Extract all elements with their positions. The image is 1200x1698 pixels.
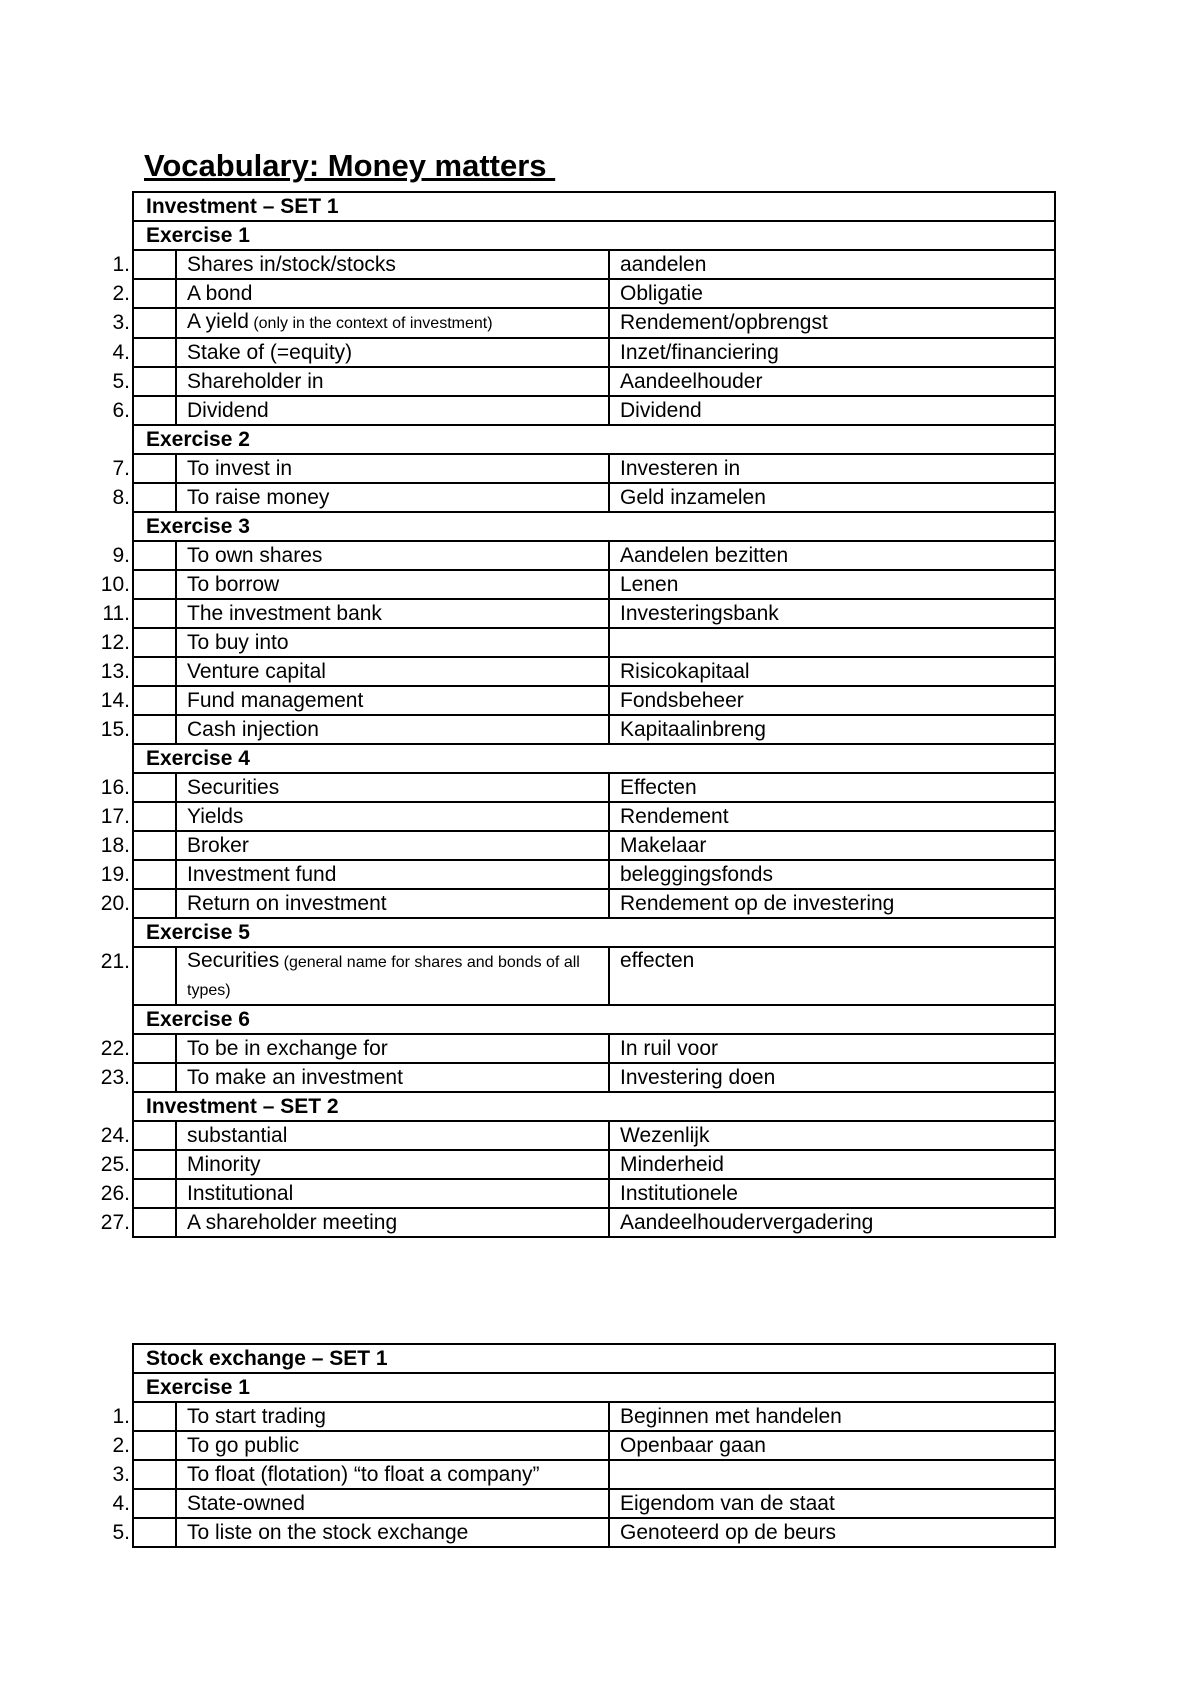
section-header-row (133, 425, 1055, 454)
dutch-translation: Makelaar (609, 831, 1055, 860)
english-term (176, 802, 609, 831)
english-term-text: A yield (187, 310, 249, 333)
page-title: Vocabulary: Money matters (144, 148, 556, 183)
english-term (176, 628, 609, 657)
item-number: 12. (100, 631, 130, 654)
english-term-text: To invest in (187, 456, 293, 480)
dutch-translation: aandelen (609, 250, 1055, 279)
checkbox-cell (112, 250, 176, 279)
section-header-row (133, 1092, 1055, 1121)
dutch-translation: Investeringsbank (609, 599, 1055, 628)
checkbox-cell (100, 947, 176, 1005)
english-term (176, 570, 609, 599)
dutch-translation: Investeren in (609, 454, 1055, 483)
vocabulary-row (133, 1034, 1055, 1063)
english-term (176, 715, 609, 744)
english-term-text: To raise money (187, 485, 330, 509)
item-number: 1. (112, 253, 130, 276)
checkbox-cell (112, 1431, 176, 1460)
english-term (176, 1179, 609, 1208)
english-term (176, 250, 609, 279)
english-term (176, 1063, 609, 1092)
english-term-text: A shareholder meeting (187, 1210, 398, 1234)
english-term-text: To borrow (187, 572, 280, 596)
dutch-translation: beleggingsfonds (609, 860, 1055, 889)
item-number: 27. (100, 1211, 130, 1234)
dutch-translation: effecten (609, 947, 1055, 1005)
checkbox-cell (112, 541, 176, 570)
vocabulary-row (133, 1208, 1055, 1237)
checkbox-cell (112, 1489, 176, 1518)
item-number: 4. (112, 1492, 130, 1515)
english-term-text: A bond (187, 281, 253, 305)
english-term-text: Cash injection (187, 717, 319, 741)
english-term-text: The investment bank (187, 601, 382, 625)
english-term-text: To buy into (187, 630, 289, 654)
dutch-translation: Lenen (609, 570, 1055, 599)
item-number: 17. (100, 805, 130, 828)
dutch-translation: Investering doen (609, 1063, 1055, 1092)
english-term-text: Shareholder in (187, 369, 324, 393)
vocabulary-row (133, 947, 1055, 1005)
section-header-row (133, 221, 1055, 250)
english-term (176, 889, 609, 918)
item-number: 22. (100, 1037, 130, 1060)
dutch-translation: Rendement op de investering (609, 889, 1055, 918)
english-term (176, 831, 609, 860)
english-term (176, 1150, 609, 1179)
section-header: Exercise 5 (133, 918, 1055, 947)
item-number: 26. (100, 1182, 130, 1205)
vocabulary-row (133, 541, 1055, 570)
section-header-row (133, 1005, 1055, 1034)
english-term-text: To make an investment (187, 1065, 403, 1089)
vocabulary-row (133, 308, 1055, 338)
english-term-text: Yields (187, 804, 244, 828)
vocabulary-row (133, 1121, 1055, 1150)
dutch-translation (609, 1460, 1055, 1489)
checkbox-cell (112, 1460, 176, 1489)
item-number: 6. (112, 399, 130, 422)
vocabulary-row (133, 715, 1055, 744)
dutch-translation: Kapitaalinbreng (609, 715, 1055, 744)
dutch-translation: In ruil voor (609, 1034, 1055, 1063)
section-header: Exercise 2 (133, 425, 1055, 454)
item-number: 21. (100, 950, 130, 973)
dutch-translation: Minderheid (609, 1150, 1055, 1179)
english-term (176, 338, 609, 367)
vocabulary-row (133, 1489, 1055, 1518)
english-term (176, 483, 609, 512)
vocabulary-row (133, 396, 1055, 425)
item-number: 19. (100, 863, 130, 886)
checkbox-cell (112, 1402, 176, 1431)
english-term (176, 1518, 609, 1547)
dutch-translation: Inzet/financiering (609, 338, 1055, 367)
vocabulary-row (133, 454, 1055, 483)
item-number: 11. (102, 602, 130, 625)
checkbox-cell (112, 367, 176, 396)
english-term (176, 541, 609, 570)
vocabulary-row (133, 628, 1055, 657)
item-number: 1. (112, 1405, 130, 1428)
vocabulary-row (133, 279, 1055, 308)
english-term-text: To be in exchange for (187, 1036, 388, 1060)
item-number: 18. (100, 834, 130, 857)
english-term (176, 657, 609, 686)
term-note: (only in the context of investment) (248, 315, 493, 332)
english-term-text: To start trading (187, 1404, 326, 1428)
english-term (176, 308, 609, 338)
english-term (176, 279, 609, 308)
english-term-text: Return on investment (187, 891, 387, 915)
checkbox-cell (100, 802, 176, 831)
section-header-row (133, 192, 1055, 221)
vocabulary-row (133, 1179, 1055, 1208)
vocabulary-row (133, 338, 1055, 367)
english-term (176, 947, 609, 1005)
dutch-translation: Aandeelhouder (609, 367, 1055, 396)
english-term-text: Stake of (=equity) (187, 340, 353, 364)
vocabulary-row (133, 889, 1055, 918)
checkbox-cell (100, 1034, 176, 1063)
checkbox-cell (112, 279, 176, 308)
vocabulary-row (133, 250, 1055, 279)
dutch-translation: Obligatie (609, 279, 1055, 308)
item-number: 5. (112, 1521, 130, 1544)
english-term-text: Shares in/stock/stocks (187, 252, 396, 276)
english-term (176, 1489, 609, 1518)
item-number: 5. (112, 370, 130, 393)
english-term-text: State-owned (187, 1491, 305, 1515)
checkbox-cell (100, 570, 176, 599)
vocabulary-row (133, 1063, 1055, 1092)
vocabulary-row (133, 599, 1055, 628)
dutch-translation: Openbaar gaan (609, 1431, 1055, 1460)
english-term (176, 396, 609, 425)
english-term (176, 454, 609, 483)
dutch-translation: Risicokapitaal (609, 657, 1055, 686)
item-number: 14. (100, 689, 130, 712)
english-term-text: Securities (187, 949, 280, 972)
checkbox-cell (100, 1121, 176, 1150)
checkbox-cell (100, 773, 176, 802)
english-term-text: To liste on the stock exchange (187, 1520, 469, 1544)
vocabulary-row (133, 367, 1055, 396)
item-number: 13. (100, 660, 130, 683)
section-header-row (133, 512, 1055, 541)
item-number: 16. (100, 776, 130, 799)
item-number: 15. (100, 718, 130, 741)
dutch-translation: Effecten (609, 773, 1055, 802)
english-term (176, 1034, 609, 1063)
dutch-translation: Aandeelhoudervergadering (609, 1208, 1055, 1237)
section-header-row (133, 918, 1055, 947)
checkbox-cell (112, 338, 176, 367)
checkbox-cell (100, 1179, 176, 1208)
item-number: 9. (112, 544, 130, 567)
vocabulary-table-stock-exchange (112, 1343, 1056, 1548)
english-term (176, 860, 609, 889)
section-header-row (133, 744, 1055, 773)
english-term-text: Dividend (187, 398, 269, 422)
checkbox-cell (100, 657, 176, 686)
checkbox-cell (112, 396, 176, 425)
checkbox-cell (102, 599, 176, 628)
checkbox-cell (100, 1208, 176, 1237)
item-number: 4. (112, 341, 130, 364)
checkbox-cell (112, 308, 176, 338)
english-term-text: Broker (187, 833, 249, 857)
dutch-translation: Genoteerd op de beurs (609, 1518, 1055, 1547)
vocabulary-row (133, 1460, 1055, 1489)
english-term (176, 1460, 609, 1489)
checkbox-cell (100, 628, 176, 657)
dutch-translation (609, 628, 1055, 657)
section-header: Exercise 1 (133, 221, 1055, 250)
item-number: 23. (100, 1066, 130, 1089)
item-number: 25. (100, 1153, 130, 1176)
section-header-row (133, 1373, 1055, 1402)
section-header-row (133, 1344, 1055, 1373)
checkbox-cell (100, 715, 176, 744)
item-number: 2. (112, 1434, 130, 1457)
vocabulary-row (133, 1150, 1055, 1179)
dutch-translation: Rendement (609, 802, 1055, 831)
section-header: Investment – SET 1 (133, 192, 1055, 221)
checkbox-cell (112, 483, 176, 512)
english-term (176, 367, 609, 396)
item-number: 7. (112, 457, 130, 480)
term-note: (general name for shares and bonds of all types) (187, 954, 580, 999)
section-header: Exercise 6 (133, 1005, 1055, 1034)
english-term-text: Venture capital (187, 659, 326, 683)
section-header: Exercise 3 (133, 512, 1055, 541)
section-header: Exercise 4 (133, 744, 1055, 773)
english-term (176, 1208, 609, 1237)
checkbox-cell (100, 831, 176, 860)
item-number: 8. (112, 486, 130, 509)
checkbox-cell (112, 454, 176, 483)
checkbox-cell (100, 686, 176, 715)
vocabulary-row (133, 686, 1055, 715)
english-term-text: To float (flotation) “to float a company” (187, 1462, 540, 1486)
vocabulary-row (133, 802, 1055, 831)
vocabulary-table-investment (100, 191, 1056, 1238)
dutch-translation: Eigendom van de staat (609, 1489, 1055, 1518)
dutch-translation: Geld inzamelen (609, 483, 1055, 512)
checkbox-cell (100, 1063, 176, 1092)
english-term-text: substantial (187, 1123, 288, 1147)
dutch-translation: Aandelen bezitten (609, 541, 1055, 570)
english-term-text: To go public (187, 1433, 300, 1457)
english-term (176, 773, 609, 802)
dutch-translation: Rendement/opbrengst (609, 308, 1055, 338)
item-number: 10. (100, 573, 130, 596)
vocabulary-row (133, 1518, 1055, 1547)
english-term-text: Fund management (187, 688, 364, 712)
english-term-text: Institutional (187, 1181, 294, 1205)
english-term (176, 599, 609, 628)
dutch-translation: Beginnen met handelen (609, 1402, 1055, 1431)
vocabulary-row (133, 657, 1055, 686)
section-header: Exercise 1 (133, 1373, 1055, 1402)
english-term-text: Minority (187, 1152, 261, 1176)
checkbox-cell (100, 889, 176, 918)
vocabulary-row (133, 1431, 1055, 1460)
checkbox-cell (112, 1518, 176, 1547)
section-header: Stock exchange – SET 1 (133, 1344, 1055, 1373)
vocabulary-row (133, 773, 1055, 802)
dutch-translation: Wezenlijk (609, 1121, 1055, 1150)
dutch-translation: Institutionele (609, 1179, 1055, 1208)
english-term-text: Securities (187, 775, 280, 799)
english-term-text: Investment fund (187, 862, 337, 886)
item-number: 3. (112, 1463, 130, 1486)
item-number: 3. (112, 311, 130, 334)
english-term-text: To own shares (187, 543, 323, 567)
section-header: Investment – SET 2 (133, 1092, 1055, 1121)
checkbox-cell (100, 860, 176, 889)
checkbox-cell (100, 1150, 176, 1179)
english-term (176, 686, 609, 715)
english-term (176, 1121, 609, 1150)
dutch-translation: Fondsbeheer (609, 686, 1055, 715)
english-term (176, 1431, 609, 1460)
item-number: 24. (100, 1124, 130, 1147)
vocabulary-row (133, 570, 1055, 599)
dutch-translation: Dividend (609, 396, 1055, 425)
vocabulary-row (133, 831, 1055, 860)
item-number: 2. (112, 282, 130, 305)
english-term (176, 1402, 609, 1431)
vocabulary-row (133, 483, 1055, 512)
item-number: 20. (100, 892, 130, 915)
vocabulary-row (133, 1402, 1055, 1431)
vocabulary-row (133, 860, 1055, 889)
